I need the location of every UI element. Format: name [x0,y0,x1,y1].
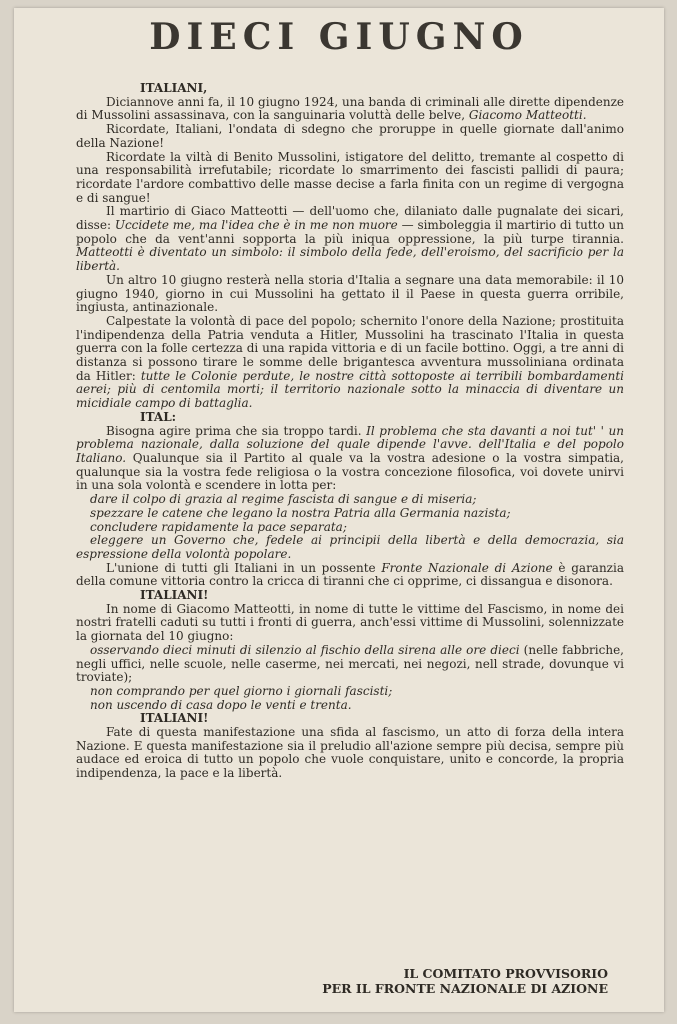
paragraph-8-a: L'unione di tutti gli Italiani in un possente [106,560,382,575]
paragraph-7-b: Il problema che sta davanti a noi tut' ' un problema nazionale, dalla soluzione del quale dipende l'avve. dell'Italia e del popolo Italiano. [76,423,624,465]
signature [322,966,608,996]
item-6: non comprando per quel giorno i giornali fascisti; [90,683,393,698]
paragraph-8 [76,562,624,589]
paragraph-7-c: Qualunque sia il Partito al quale va la vostra adesione o la vostra simpatia, qualunque sia la vostra fede religiosa o la vostra concezione filosofica, voi dovete unirvi in una sola volontà e scendere in lotta per: [76,450,624,493]
paragraph-10: Fate di questa manifestazione una sfida al fascismo, un atto di forza della intera Nazione. E questa manifestazione sia il preludio all'azione sempre più decisa, sempre più audace ed eroica di tutto un popolo che vuole conquistare, unito e concorde, la propria indipendenza, la pace e la libertà. [76,725,624,781]
item-1: dare il colpo di grazia al regime fascista di sangue e di miseria; [90,492,477,507]
paragraph-6 [76,315,624,411]
paragraph-1 [76,96,624,123]
list-item [76,699,624,713]
list-item [76,644,624,685]
paragraph-6-a: Calpestate la volontà di pace del popolo; schernito l'onore della Nazione; prostituita l'indipendenza della Patria venduta a Hitler, Mussolini ha trascinato l'Italia in questa guerra con la folle certezza di una rapida vittoria e di un facile bottino. Oggi, a tre anni di distanza si possono tirare le somme delle brigantesca avventura mussoliniana ordinata da Hitler: [76,313,624,383]
signature-line-1: IL COMITATO PROVVISORIO [403,966,608,981]
paragraph-3: Ricordate la viltà di Benito Mussolini, istigatore del delitto, tremante al cospetto di una responsabilità irrefutabile; ricordate lo smarrimento dei fascisti pallidi di paura; ricordate l'ardore combattivo delle masse decise a farla finita con un regime di vergogna e di sangue! [76,149,624,205]
item-2: spezzare le catene che legano la nostra Patria alla Germania nazista; [90,505,511,520]
heading-italiani-3: ITALIANI! [140,588,209,603]
paragraph-4 [76,205,624,274]
paragraph-4-b: — simboleggia il martirio di tutto un popolo che da vent'anni sopporta la più iniqua oppressione, la più turpe tirannia. [76,218,625,246]
heading-italiani-2: ITAL: [140,409,177,424]
matteotti-name: Giacomo Matteotti. [468,108,587,123]
paragraph-5: Un altro 10 giugno resterà nella storia d'Italia a segnare una data memorabile: il 10 giugno 1940, giorno in cui Mussolini ha gettato il il Paese in questa guerra orribile, ingiusta, antinazionale. [76,272,624,315]
paragraph-7-a: Bisogna agire prima che sia troppo tardi. [106,423,367,438]
paragraph-4-c: Matteotti è diventato un simbolo: il simbolo della fede, dell'eroismo, del sacrificio per la libertà. [76,245,624,274]
heading-italiani-1: ITALIANI, [140,81,208,95]
item-3: concludere rapidamente la pace separata; [90,519,347,534]
paragraph-8-b: Fronte Nazionale di Azione [381,560,553,575]
list-item [76,534,624,561]
list-item [76,493,624,507]
leaflet-sheet [14,8,664,1012]
item-5-b: (nelle fabbriche, negli uffici, nelle scuole, nelle caserme, nei mercati, nei negozi, nell strade, dovunque vi troviate); [76,642,624,685]
paragraph-9: In nome di Giacomo Matteotti, in nome di tutte le vittime del Fascismo, in nome dei nostri fratelli caduti su tutti i fronti di guerra, anch'essi vittime di Mussolini, solennizzate la giornata del 10 giugno: [76,601,624,644]
list-item [76,507,624,521]
signature-line-2: PER IL FRONTE NAZIONALE DI AZIONE [322,981,608,996]
paragraph-8-c: è garanzia della comune vittoria contro la cricca di tiranni che ci opprime, ci dissangua e disonora. [76,560,625,589]
paragraph-2: Ricordate, Italiani, l'ondata di sdegno che proruppe in quelle giornate dall'animo della Nazione! [76,122,624,150]
heading-italiani-4: ITALIANI! [140,711,209,726]
paragraph-6-b: tutte le Colonie perdute, le nostre città sottoposte ai terribili bombardamenti aerei; più di centomila morti; il territorio nazionale sotto la minaccia di diventare un micidiale campo di battaglia. [76,368,624,411]
leaflet-title: DIECI GIUGNO [149,16,529,58]
paragraph-1-text: Diciannove anni fa, il 10 giugno 1924, una banda di criminali alle dirette dipendenze di Mussolini assassinava, con la sanguinaria voluttà delle belve, [76,94,624,123]
list-item [76,685,624,699]
matteotti-quote: Uccidete me, ma l'idea che è in me non muore [114,218,398,233]
paragraph-7 [76,425,624,494]
leaflet-body [76,82,624,781]
item-7: non uscendo di casa dopo le venti e trenta. [90,697,352,712]
list-item [76,521,624,535]
paragraph-4-a: Il martirio di Giaco Matteotti — dell'uomo che, dilaniato dalle pugnalate dei sicari, disse: [76,204,624,233]
item-4: eleggere un Governo che, fedele ai principii della libertà e della democrazia, sia espressione della volontà popolare. [76,533,624,561]
item-5-a: osservando dieci minuti di silenzio al fischio della sirena alle ore dieci [90,642,520,657]
